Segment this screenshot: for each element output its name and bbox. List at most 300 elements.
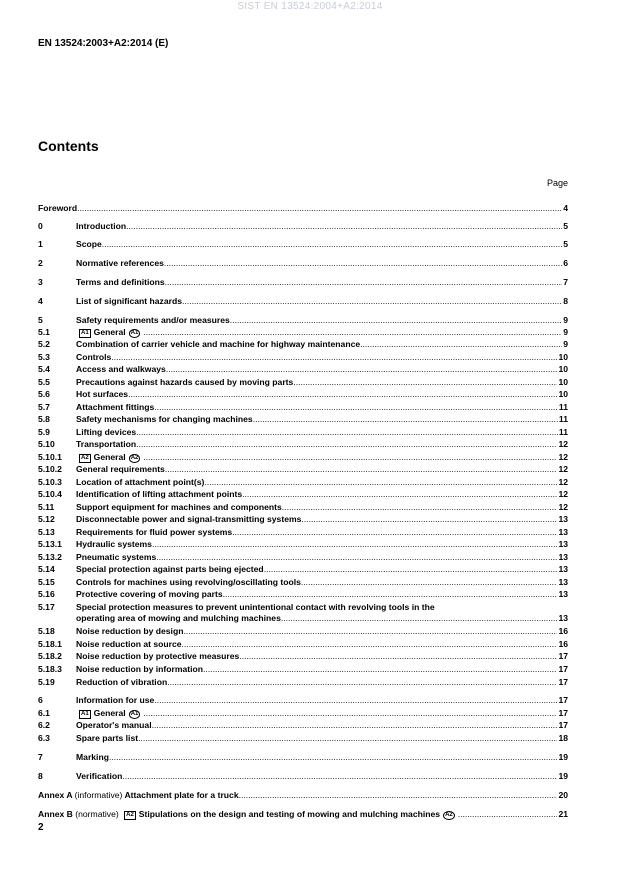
- toc-number: 6.2: [38, 720, 50, 730]
- toc-row[interactable]: [38, 501, 568, 513]
- toc-label: [76, 338, 360, 350]
- toc-title: Hot surfaces: [76, 389, 129, 399]
- toc-row[interactable]: [38, 694, 568, 706]
- toc-entry: [76, 363, 568, 375]
- toc-title: Noise reduction by design: [76, 626, 184, 636]
- toc-label: [76, 563, 264, 575]
- annex-qualifier: (normative): [75, 809, 119, 819]
- toc-page: 12: [558, 464, 568, 474]
- toc-row-continuation: [38, 612, 568, 624]
- amendment-start-marker: A2: [81, 455, 89, 461]
- toc-title: Controls for machines using revolving/oscillating tools: [76, 577, 301, 587]
- leader-dots: [77, 202, 562, 214]
- toc-title-continuation: operating area of mowing and mulching machines: [76, 613, 281, 623]
- toc-title: Safety mechanisms for changing machines: [76, 414, 253, 424]
- toc-title: Special protection measures to prevent unintentional contact with revolving tools in the: [76, 602, 435, 612]
- toc-title: Noise reduction by information: [76, 664, 204, 674]
- toc-page: 13: [558, 552, 568, 562]
- toc-page: 9: [563, 339, 568, 349]
- leader-dots: [182, 638, 558, 650]
- toc-row[interactable]: [38, 413, 568, 425]
- toc-page: 17: [558, 720, 568, 730]
- toc-entry: [76, 295, 568, 307]
- toc-page: 17: [558, 695, 568, 705]
- toc-number: 5.10: [38, 439, 55, 449]
- toc-number: 5.10.2: [38, 464, 62, 474]
- page-number: 2: [38, 822, 44, 833]
- toc-number: 5.18.3: [38, 664, 62, 674]
- toc-title: General: [93, 452, 126, 462]
- toc-page: 12: [558, 489, 568, 499]
- leader-dots: [154, 694, 557, 706]
- toc-title: Normative references: [76, 258, 164, 268]
- leader-dots: [111, 351, 557, 363]
- leader-dots: [143, 451, 557, 463]
- leader-dots: [264, 563, 558, 575]
- toc-title: Information for use: [76, 695, 155, 705]
- toc-row[interactable]: [38, 351, 568, 363]
- toc-number: 5.3: [38, 352, 50, 362]
- toc-entry: [76, 413, 568, 425]
- toc-page: 21: [558, 809, 568, 819]
- toc-label: [76, 413, 253, 425]
- toc-row[interactable]: [38, 625, 568, 637]
- toc-number: 5.18.2: [38, 651, 62, 661]
- leader-dots: [102, 238, 562, 250]
- toc-row[interactable]: [38, 476, 568, 488]
- toc-number: 5.10.3: [38, 477, 62, 487]
- amendment-end-marker: A2: [130, 455, 139, 461]
- leader-dots: [143, 707, 557, 719]
- toc-page: 11: [558, 427, 568, 437]
- watermark: SIST EN 13524:2004+A2:2014: [237, 1, 383, 12]
- toc-title: Verification: [76, 771, 123, 781]
- toc-label: [76, 451, 143, 463]
- toc-title: Marking: [76, 752, 109, 762]
- toc-title: Identification of lifting attachment points: [76, 489, 243, 499]
- amendment-start-marker: A1: [81, 711, 89, 717]
- toc-entry: [76, 488, 568, 500]
- toc-page: 4: [563, 203, 568, 213]
- toc-entry: [76, 501, 568, 513]
- toc-number: 5.12: [38, 514, 55, 524]
- leader-dots: [165, 276, 563, 288]
- toc-label: [76, 538, 152, 550]
- toc-page: 9: [563, 315, 568, 325]
- annex-subtitle: Stipulations on the design and testing of mowing and mulching machines: [138, 809, 441, 819]
- leader-dots: [182, 295, 562, 307]
- leader-dots: [164, 257, 562, 269]
- toc-label: [76, 676, 167, 688]
- toc-number: 5.18: [38, 626, 55, 636]
- toc-row[interactable]: [38, 513, 568, 525]
- toc-title: Foreword: [38, 203, 78, 213]
- toc-label: [76, 463, 165, 475]
- toc-number: 6.1: [38, 708, 50, 718]
- toc-number: 6.3: [38, 733, 50, 743]
- toc-page: 16: [558, 626, 568, 636]
- toc-entry: [76, 538, 568, 550]
- toc-page: 17: [558, 677, 568, 687]
- toc-label: [76, 238, 102, 250]
- toc-entry: [76, 463, 568, 475]
- toc-entry: [38, 789, 568, 801]
- toc-entry: [76, 438, 568, 450]
- toc-title: Disconnectable power and signal-transmitting systems: [76, 514, 302, 524]
- toc-entry: [76, 719, 568, 731]
- toc-row[interactable]: [38, 707, 568, 719]
- toc-title: Requirements for fluid power systems: [76, 527, 233, 537]
- toc-entry: [76, 694, 568, 706]
- toc-number: 5.19: [38, 677, 55, 687]
- toc-row[interactable]: [38, 563, 568, 575]
- toc-row[interactable]: [38, 376, 568, 388]
- toc-page: 8: [563, 296, 568, 306]
- toc-label: [76, 650, 239, 662]
- toc-title: General: [93, 327, 126, 337]
- toc-number: 6: [38, 695, 43, 705]
- toc-row[interactable]: [38, 363, 568, 375]
- toc-label: [76, 751, 109, 763]
- toc-row[interactable]: [38, 676, 568, 688]
- toc-title: Reduction of vibration: [76, 677, 168, 687]
- toc-title: Noise reduction by protective measures: [76, 651, 240, 661]
- leader-dots: [167, 676, 557, 688]
- toc-label: [76, 426, 136, 438]
- toc-label: [76, 719, 152, 731]
- toc-label: [76, 295, 182, 307]
- toc-row[interactable]: [38, 451, 568, 463]
- toc-label: [76, 707, 143, 719]
- toc-label: [76, 694, 154, 706]
- toc-title: Location of attachment point(s): [76, 477, 205, 487]
- toc-entry: [38, 808, 568, 820]
- toc-title: Lifting devices: [76, 427, 137, 437]
- toc-label: [76, 551, 156, 563]
- toc-title: Combination of carrier vehicle and machine for highway maintenance: [76, 339, 361, 349]
- leader-dots: [154, 401, 558, 413]
- toc-row[interactable]: [38, 295, 568, 307]
- toc-page: 10: [558, 377, 568, 387]
- toc-row[interactable]: [38, 426, 568, 438]
- toc-label: [76, 625, 183, 637]
- toc-page: 18: [558, 733, 568, 743]
- toc-title: Noise reduction at source: [76, 639, 182, 649]
- toc-page: 13: [558, 527, 568, 537]
- toc-label: [76, 488, 242, 500]
- toc-title: Pneumatic systems: [76, 552, 157, 562]
- toc-label: [76, 732, 138, 744]
- toc-title: Operator's manual: [76, 720, 152, 730]
- toc-row[interactable]: [38, 751, 568, 763]
- toc-page: 7: [563, 277, 568, 287]
- toc-row[interactable]: [38, 663, 568, 675]
- leader-dots: [126, 220, 562, 232]
- toc-title: Terms and definitions: [76, 277, 165, 287]
- toc-label: [76, 314, 230, 326]
- toc-title: Precautions against hazards caused by moving parts: [76, 377, 294, 387]
- toc-label: [76, 576, 301, 588]
- toc-label: [76, 663, 203, 675]
- leader-dots: [136, 426, 558, 438]
- toc-page: 19: [558, 771, 568, 781]
- toc-page: 10: [558, 389, 568, 399]
- toc-label: [76, 276, 165, 288]
- toc-row[interactable]: [38, 314, 568, 326]
- toc-number: 5.17: [38, 602, 55, 612]
- toc-number: 5.4: [38, 364, 50, 374]
- toc-title: Safety requirements and/or measures: [76, 315, 230, 325]
- toc-row[interactable]: [38, 719, 568, 731]
- toc-page: 9: [563, 327, 568, 337]
- toc-entry: [76, 563, 568, 575]
- toc-title: Hydraulic systems: [76, 539, 152, 549]
- toc-page: 12: [558, 477, 568, 487]
- toc-entry: [76, 576, 568, 588]
- toc-row[interactable]: [38, 650, 568, 662]
- toc-row[interactable]: [38, 401, 568, 413]
- toc-page: 17: [558, 664, 568, 674]
- toc-entry: [76, 513, 568, 525]
- toc-row[interactable]: [38, 238, 568, 250]
- toc-label: [76, 638, 182, 650]
- toc-label: [76, 513, 301, 525]
- toc-entry: [76, 351, 568, 363]
- annex-title: Annex B: [38, 809, 73, 819]
- leader-dots: [223, 588, 558, 600]
- toc-row[interactable]: [38, 276, 568, 288]
- toc-row[interactable]: [38, 326, 568, 338]
- leader-dots: [360, 338, 562, 350]
- toc-row[interactable]: [38, 220, 568, 232]
- toc-entry: [76, 707, 568, 719]
- toc-page: 6: [563, 258, 568, 268]
- leader-dots: [458, 808, 558, 820]
- leader-dots: [136, 438, 557, 450]
- toc-row[interactable]: [38, 388, 568, 400]
- toc-number: 2: [38, 258, 43, 268]
- toc-label: [76, 401, 154, 413]
- toc-entry: [38, 202, 568, 214]
- amendment-end-marker: A1: [130, 711, 139, 717]
- leader-dots: [230, 314, 562, 326]
- page-column-label: Page: [546, 178, 568, 188]
- toc-page: 17: [558, 651, 568, 661]
- contents-title: Contents: [38, 138, 99, 154]
- toc-entry: [76, 751, 568, 763]
- leader-dots: [183, 625, 557, 637]
- toc-label: [38, 808, 458, 820]
- toc-row[interactable]: [38, 438, 568, 450]
- toc-title: Attachment fittings: [76, 402, 155, 412]
- toc-page: 17: [558, 708, 568, 718]
- toc-entry: [76, 526, 568, 538]
- toc-title: Transportation: [76, 439, 137, 449]
- amendment-start-marker: A2: [126, 812, 134, 818]
- annex-title: Annex A: [38, 790, 73, 800]
- toc-title: Controls: [76, 352, 112, 362]
- toc-page: 13: [558, 589, 568, 599]
- leader-dots: [239, 789, 558, 801]
- toc-title: Access and walkways: [76, 364, 166, 374]
- toc-label: [76, 526, 232, 538]
- toc-label: [76, 363, 166, 375]
- leader-dots: [203, 663, 557, 675]
- leader-dots: [253, 413, 558, 425]
- toc-title: List of significant hazards: [76, 296, 183, 306]
- toc-number: 5.8: [38, 414, 50, 424]
- leader-dots: [165, 463, 558, 475]
- toc-number: 5.15: [38, 577, 55, 587]
- toc-page: 12: [558, 452, 568, 462]
- toc-entry: [76, 612, 568, 624]
- toc-row[interactable]: [38, 638, 568, 650]
- toc-page: 10: [558, 364, 568, 374]
- toc-page: 5: [563, 221, 568, 231]
- toc-row[interactable]: [38, 526, 568, 538]
- toc-entry: [76, 257, 568, 269]
- toc-label: [76, 388, 128, 400]
- toc-page: 11: [558, 414, 568, 424]
- toc-number: 5.18.1: [38, 639, 62, 649]
- toc-page: 12: [558, 502, 568, 512]
- toc-number: 5.14: [38, 564, 55, 574]
- leader-dots: [281, 612, 558, 624]
- toc-row[interactable]: [38, 463, 568, 475]
- toc-label: [76, 476, 204, 488]
- toc-entry: [76, 326, 568, 338]
- toc-entry: [76, 401, 568, 413]
- toc-label: [76, 376, 293, 388]
- toc-row[interactable]: [38, 538, 568, 550]
- toc-title: Special protection against parts being ejected: [76, 564, 264, 574]
- amendment-end-marker: A1: [130, 330, 139, 336]
- toc-entry: [76, 663, 568, 675]
- toc-page: 13: [558, 514, 568, 524]
- toc-page: 10: [558, 352, 568, 362]
- toc-title: Scope: [76, 239, 102, 249]
- leader-dots: [122, 770, 557, 782]
- leader-dots: [204, 476, 557, 488]
- toc-number: 0: [38, 221, 43, 231]
- leader-dots: [128, 388, 557, 400]
- toc-row[interactable]: [38, 257, 568, 269]
- toc-page: 20: [558, 790, 568, 800]
- toc-page: 13: [558, 613, 568, 623]
- toc-row[interactable]: [38, 770, 568, 782]
- toc-entry: [76, 638, 568, 650]
- toc-number: 5.5: [38, 377, 50, 387]
- toc-title: Support equipment for machines and components: [76, 502, 282, 512]
- toc-number: 5.10.4: [38, 489, 62, 499]
- amendment-start-marker: A1: [81, 330, 89, 336]
- leader-dots: [282, 501, 558, 513]
- toc-number: 5.13.1: [38, 539, 62, 549]
- toc-label: [76, 220, 126, 232]
- toc-label: [38, 202, 77, 214]
- leader-dots: [138, 732, 557, 744]
- toc-row[interactable]: [38, 576, 568, 588]
- toc-label: [76, 770, 122, 782]
- toc-number: 8: [38, 771, 43, 781]
- toc-entry: [76, 770, 568, 782]
- toc-number: 5: [38, 315, 43, 325]
- leader-dots: [293, 376, 557, 388]
- toc-number: 5.11: [38, 502, 55, 512]
- leader-dots: [152, 719, 558, 731]
- toc-entry: [76, 732, 568, 744]
- toc-number: 5.13: [38, 527, 55, 537]
- toc-label: [76, 588, 223, 600]
- toc-row[interactable]: [38, 488, 568, 500]
- leader-dots: [156, 551, 557, 563]
- toc-page: 13: [558, 564, 568, 574]
- annex-qualifier: (informative): [74, 790, 123, 800]
- toc-page: 16: [558, 639, 568, 649]
- toc-entry: [76, 625, 568, 637]
- toc-entry: [76, 650, 568, 662]
- toc-page: 5: [563, 239, 568, 249]
- leader-dots: [232, 526, 557, 538]
- toc-entry: [76, 376, 568, 388]
- toc-row[interactable]: [38, 588, 568, 600]
- leader-dots: [166, 363, 558, 375]
- toc-page: 13: [558, 577, 568, 587]
- leader-dots: [143, 326, 562, 338]
- toc-number: 5.2: [38, 339, 50, 349]
- toc-entry: [76, 588, 568, 600]
- toc-entry: [76, 314, 568, 326]
- toc-page: 11: [558, 402, 568, 412]
- toc-title: Spare parts list: [76, 733, 139, 743]
- toc-label: [38, 789, 239, 801]
- toc-entry: [76, 676, 568, 688]
- toc-number: 5.9: [38, 427, 50, 437]
- toc-title: Protective covering of moving parts: [76, 589, 223, 599]
- toc-number: 4: [38, 296, 43, 306]
- leader-dots: [242, 488, 557, 500]
- toc-number: 3: [38, 277, 43, 287]
- toc-number: 5.10.1: [38, 452, 62, 462]
- toc-entry: [76, 551, 568, 563]
- toc-label: [76, 438, 136, 450]
- toc-number: 5.16: [38, 589, 55, 599]
- toc-entry: [76, 276, 568, 288]
- toc-row[interactable]: [38, 808, 568, 820]
- toc-row[interactable]: [38, 202, 568, 214]
- toc-number: 7: [38, 752, 43, 762]
- toc-label: [76, 351, 111, 363]
- toc-entry: [76, 220, 568, 232]
- toc-page: 12: [558, 439, 568, 449]
- toc-number: 5.6: [38, 389, 50, 399]
- toc-number: 5.7: [38, 402, 50, 412]
- toc-row[interactable]: [38, 551, 568, 563]
- toc-label: [76, 257, 164, 269]
- toc-number: 5.13.2: [38, 552, 62, 562]
- toc-page: 13: [558, 539, 568, 549]
- toc-label: [76, 326, 143, 338]
- toc-entry: [76, 338, 568, 350]
- toc-page: 19: [558, 752, 568, 762]
- toc-row[interactable]: [38, 338, 568, 350]
- toc-row[interactable]: [38, 789, 568, 801]
- toc-number: 5.1: [38, 327, 50, 337]
- toc-row[interactable]: [38, 732, 568, 744]
- amendment-end-marker: A2: [445, 812, 453, 818]
- toc-entry: [76, 238, 568, 250]
- toc-entry: [76, 451, 568, 463]
